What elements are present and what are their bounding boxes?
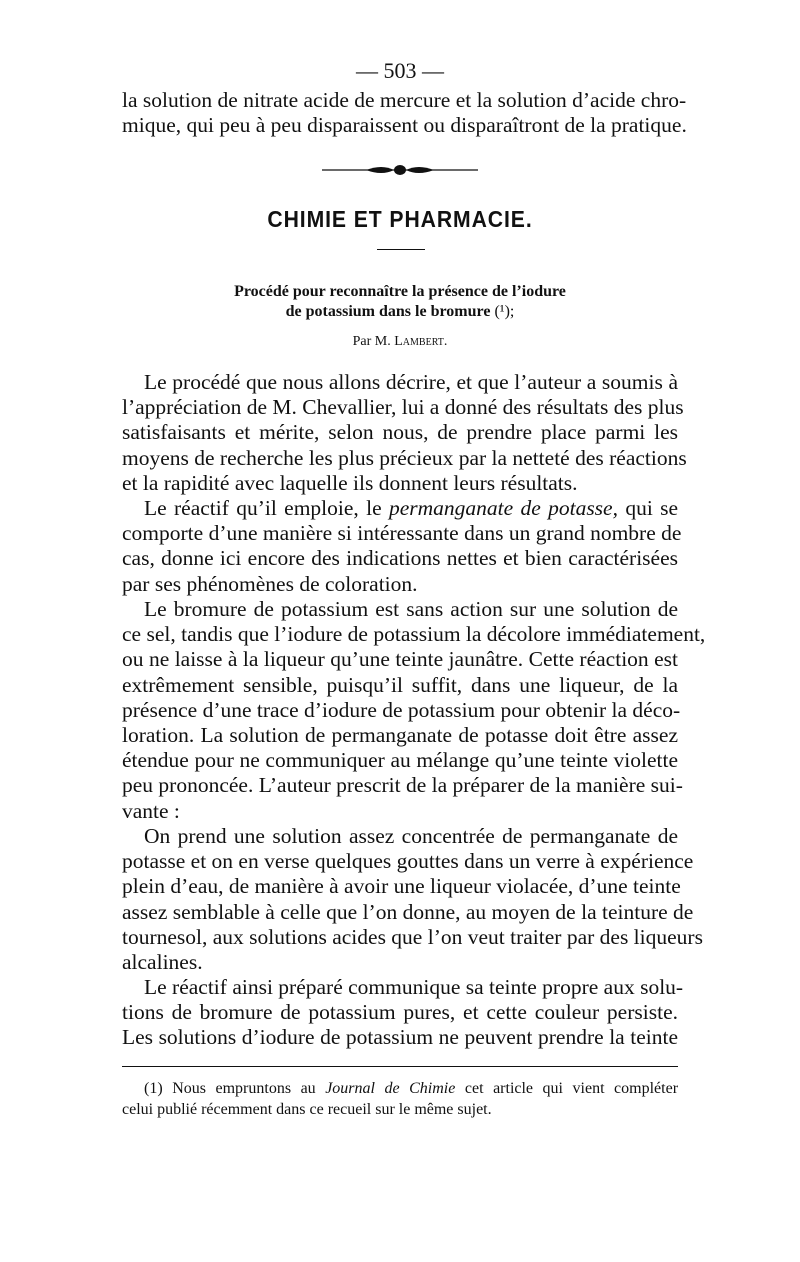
text-line: alcalines. (122, 950, 203, 975)
text-line: loration. La solution de permanganate de potasse doit être assez (122, 723, 678, 748)
ornament-divider (322, 163, 478, 177)
text-line: potasse et on en verse quelques gouttes dans un verre à expérience (122, 849, 694, 874)
text-line: plein d’eau, de manière à avoir une liqueur violacée, d’une teinte (122, 874, 681, 899)
text-line: mique, qui peu à peu disparaissent ou disparaîtront de la pratique. (122, 113, 687, 138)
journal-title: Journal de Chimie (325, 1080, 456, 1097)
author-byline: Par M. Lambert. (352, 334, 448, 349)
text-line: On prend une solution assez concentrée de permanganate de (144, 824, 678, 848)
section-title: CHIMIE ET PHARMACIE. (267, 206, 533, 232)
text-line: et la rapidité avec laquelle ils donnent leurs résultats. (122, 470, 578, 495)
text-line: Le procédé que nous allons décrire, et que l’auteur a soumis à (144, 370, 678, 394)
article-title-line: de potassium dans le bromure (¹); (285, 303, 515, 320)
footnote-rule (122, 1066, 678, 1067)
text-line: assez semblable à celle que l’on donne, au moyen de la teinture de (122, 899, 694, 924)
text-line: la solution de nitrate acide de mercure et la solution d’acide chro- (122, 88, 687, 112)
text-line: peu prononcée. L’auteur prescrit de la préparer de la manière sui- (122, 773, 683, 798)
article-title (0, 282, 800, 322)
text-line: Le réactif qu’il emploie, le permanganate de potasse, qui se (144, 496, 679, 520)
text-line: présence d’une trace d’iodure de potassium pour obtenir la déco- (122, 697, 681, 722)
text-line: ou ne laisse à la liqueur qu’une teinte jaunâtre. Cette réaction est (122, 647, 678, 672)
text-line: satisfaisants et mérite, selon nous, de prendre place parmi les (122, 420, 678, 445)
text-line: Le bromure de potassium est sans action sur une solution de (144, 597, 678, 621)
paragraph-3 (122, 597, 706, 824)
text-line: moyens de recherche les plus précieux par la netteté des réactions (122, 445, 687, 470)
paragraph-2 (122, 496, 682, 597)
text-line: cas, donne ici encore des indications nettes et bien caractérisées (122, 546, 678, 571)
footnote-line: (1) Nous empruntons au Journal de Chimie cet article qui vient compléter (144, 1080, 679, 1097)
text-line: comporte d’une manière si intéressante dans un grand nombre de (122, 521, 682, 546)
italic-term: permanganate de potasse, (388, 496, 618, 520)
paragraph-5 (122, 975, 684, 1051)
text-line: par ses phénomènes de coloration. (122, 571, 418, 596)
text-line: étendue pour ne communiquer au mélange qu’une teinte violette (122, 748, 678, 773)
intro-text (122, 88, 687, 138)
footnote-line: celui publié récemment dans ce recueil sur le même sujet. (122, 1101, 492, 1118)
footnote (122, 1078, 678, 1120)
text-line: vante : (122, 798, 180, 823)
author-name: Lambert. (394, 334, 448, 349)
title-rule (377, 249, 425, 250)
text-line: ce sel, tandis que l’iodure de potassium la décolore immédiatement, (122, 622, 706, 647)
paragraph-4 (122, 824, 703, 975)
text-line: l’appréciation de M. Chevallier, lui a donné des résultats des plus (122, 395, 684, 420)
paragraph-1 (122, 370, 687, 496)
text-line: Le réactif ainsi préparé communique sa teinte propre aux solu- (144, 975, 684, 999)
footnote-marker: (1) (144, 1080, 163, 1097)
page-number: — 503 — (356, 58, 444, 83)
text-line: tournesol, aux solutions acides que l’on veut traiter par des liqueurs (122, 924, 703, 949)
article-title-line: Procédé pour reconnaître la présence de l’iodure (234, 283, 566, 300)
text-line: Les solutions d’iodure de potassium ne peuvent prendre la teinte (122, 1025, 678, 1050)
text-line: tions de bromure de potassium pures, et cette couleur persiste. (122, 1000, 678, 1025)
text-line: extrêmement sensible, puisqu’il suffit, dans une liqueur, de la (122, 672, 678, 697)
footnote-reference: (¹); (494, 303, 515, 320)
